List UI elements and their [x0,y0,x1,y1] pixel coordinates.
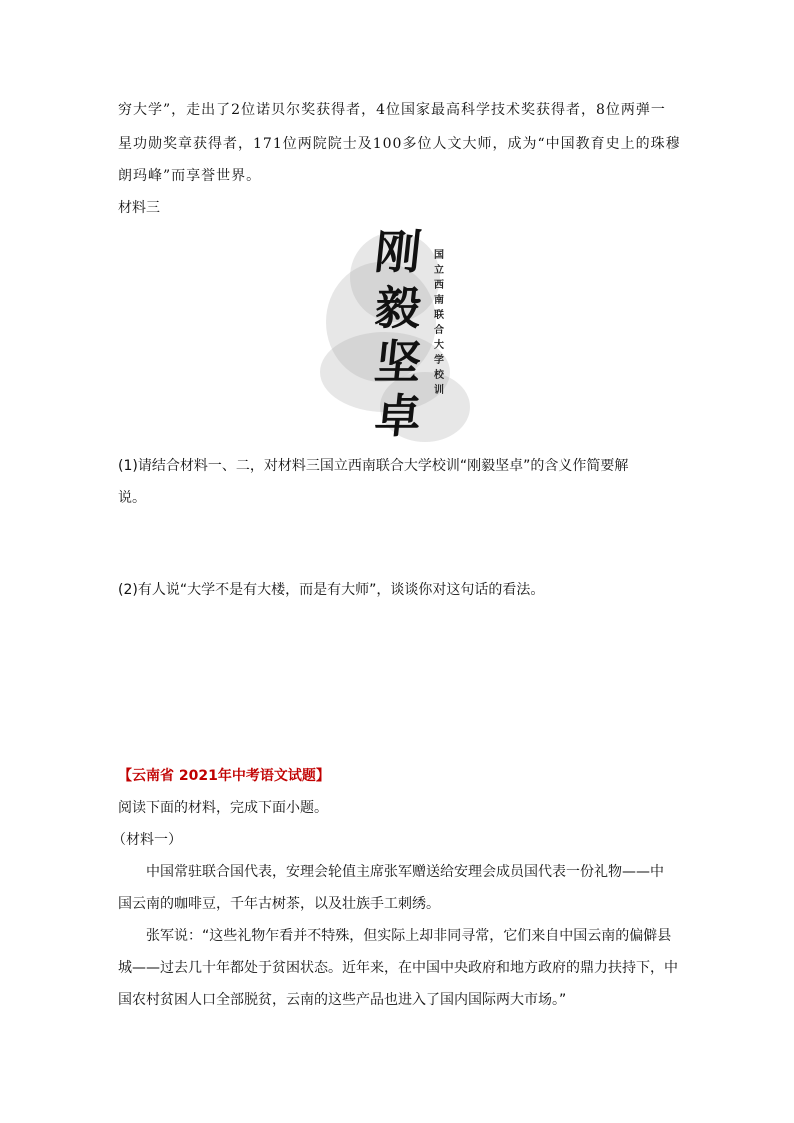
question-2: (2)有人说“大学不是有大楼，而是有大师”，谈谈你对这句话的看法。 [118,582,545,598]
section-title: 【云南省 2021年中考语文试题】 [118,768,330,784]
question-1-line-2: 说。 [118,490,146,506]
instruction: 阅读下面的材料，完成下面小题。 [118,800,328,816]
paragraph-2-line-1: 张军说：“这些礼物乍看并不特殊，但实际上却非同寻常，它们来自中国云南的偏僻县 [146,928,672,944]
paragraph-1-line-1: 中国常驻联合国代表，安理会轮值主席张军赠送给安理会成员国代表一份礼物——中 [146,864,664,880]
school-motto-calligraphy-image [320,222,472,444]
material1-label: （材料一） [112,832,182,848]
material2-line-1: 穷大学”，走出了2位诺贝尔奖获得者，4位国家最高科学技术奖获得者，8位两弹一 [118,102,666,118]
motto-char-2: 毅 [372,281,424,335]
material2-line-2: 星功勋奖章获得者，171位两院院士及100多位人文大师，成为“中国教育史上的珠穆 [118,136,681,152]
question-1-line-1: (1)请结合材料一、二，对材料三国立西南联合大学校训“刚毅坚卓”的含义作简要解 [118,458,629,474]
paragraph-1-line-2: 国云南的咖啡豆，千年古树茶，以及壮族手工刺绣。 [118,896,440,912]
motto-side-caption: 国立西南联合大学校训 [434,250,444,396]
material2-line-3: 朗玛峰”而享誉世界。 [118,168,262,184]
paragraph-2-line-3: 国农村贫困人口全部脱贫，云南的这些产品也进入了国内国际两大市场。” [118,992,567,1008]
material3-label: 材料三 [118,200,160,216]
motto-char-3: 坚 [372,335,424,389]
paragraph-2-line-2: 城——过去几十年都处于贫困状态。近年来，在中国中央政府和地方政府的鼎力扶持下，中 [118,960,678,976]
motto-char-4: 卓 [372,389,424,443]
motto-char-1: 刚 [372,225,424,279]
